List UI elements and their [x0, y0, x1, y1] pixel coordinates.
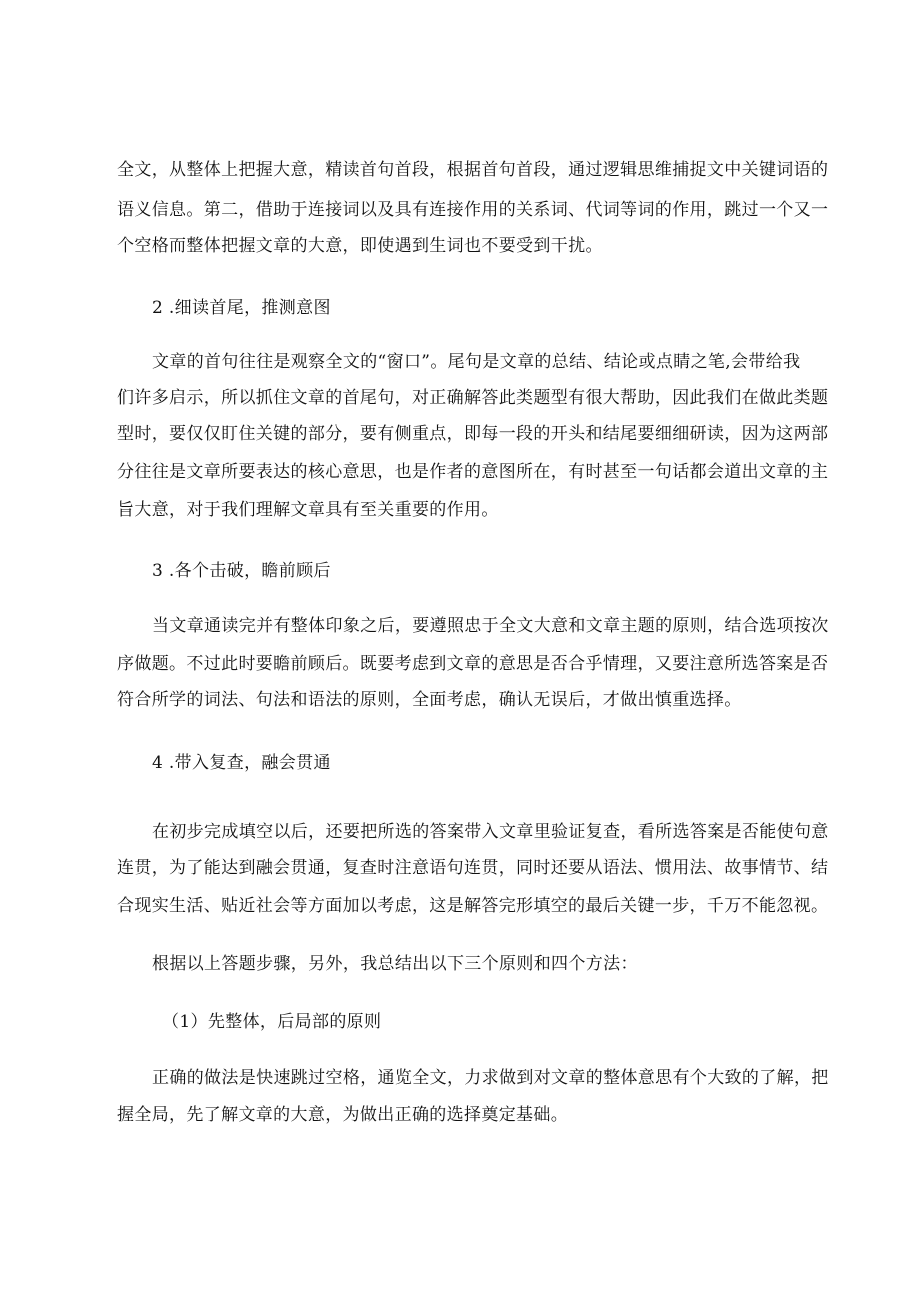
- paragraph-line: 旨大意，对于我们理解文章具有至关重要的作用。: [117, 500, 499, 520]
- section-heading-2: 2 .细读首尾，推测意图: [152, 298, 331, 318]
- paragraph-line: 在初步完成填空以后，还要把所选的答案带入文章里验证复查，看所选答案是否能使句意: [152, 822, 829, 842]
- section-heading-3: 3 .各个击破，瞻前顾后: [152, 561, 331, 581]
- paragraph-line: 连贯，为了能达到融会贯通，复查时注意语句连贯，同时还要从语法、惯用法、故事情节、结: [117, 858, 829, 878]
- paragraph-line: 正确的做法是快速跳过空格，通览全文，力求做到对文章的整体意思有个大致的了解，把: [152, 1068, 829, 1088]
- paragraph-line: 符合所学的词法、句法和语法的原则，全面考虑，确认无误后，才做出慎重选择。: [117, 690, 742, 710]
- paragraph-line: 型时，要仅仅盯住关键的部分，要有侧重点，即每一段的开头和结尾要细细研读，因为这两部: [117, 424, 829, 444]
- section-heading-4: 4 .带入复查，融会贯通: [152, 753, 331, 773]
- paragraph-line: 语义信息。第二，借助于连接词以及具有连接作用的关系词、代词等词的作用，跳过一个又一: [117, 200, 829, 220]
- paragraph-line: 们许多启示，所以抓住文章的首尾句，对正确解答此类题型有很大帮助，因此我们在做此类题: [117, 388, 829, 408]
- paragraph-line: 个空格而整体把握文章的大意，即使遇到生词也不要受到干扰。: [117, 236, 603, 256]
- paragraph-line: 合现实生活、贴近社会等方面加以考虑，这是解答完形填空的最后关键一步，千万不能忽视。: [117, 896, 829, 916]
- paragraph-line: 文章的首句往往是观察全文的“窗口”。尾句是文章的总结、结论或点睛之笔,会带给我: [152, 352, 801, 372]
- summary-line: 根据以上答题步骤，另外，我总结出以下三个原则和四个方法：: [152, 954, 638, 974]
- paragraph-line: 全文，从整体上把握大意，精读首句首段，根据首句首段，通过逻辑思维捕捉文中关键词语的: [117, 160, 829, 180]
- principle-heading-1: （1）先整体，后局部的原则: [162, 1012, 382, 1032]
- paragraph-line: 当文章通读完并有整体印象之后，要遵照忠于全文大意和文章主题的原则，结合选项按次: [152, 616, 829, 636]
- paragraph-line: 序做题。不过此时要瞻前顾后。既要考虑到文章的意思是否合乎情理，又要注意所选答案是否: [117, 654, 829, 674]
- paragraph-line: 分往往是文章所要表达的核心意思，也是作者的意图所在，有时甚至一句话都会道出文章的主: [117, 462, 829, 482]
- paragraph-line: 握全局，先了解文章的大意，为做出正确的选择奠定基础。: [117, 1105, 569, 1125]
